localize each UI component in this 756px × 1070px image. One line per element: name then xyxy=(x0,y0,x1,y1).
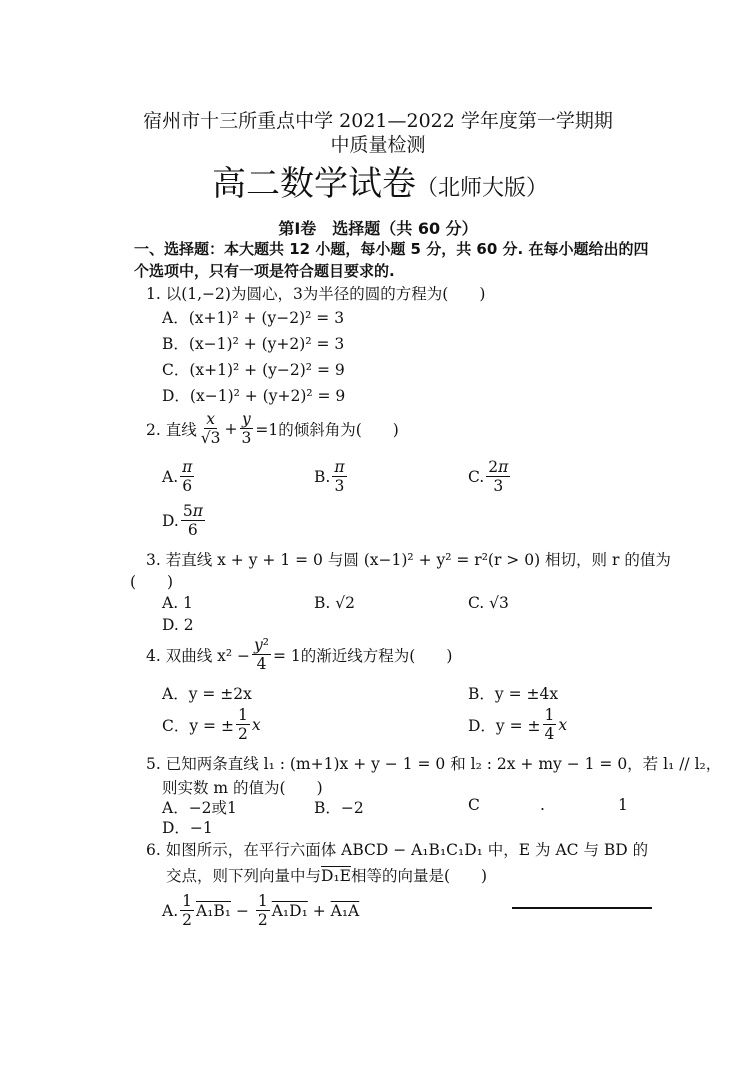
q4-option-c: C．y = ± $\frac{1}{2}$ x xyxy=(162,706,261,743)
q2-stem: 2. 直线 $\frac{x}{√3}$ + $\frac{y}{3}$ =1的倾斜角为( ) xyxy=(146,410,399,447)
q4-option-c-label: C．y = ± xyxy=(162,716,234,735)
q1-option-a: A．(x+1)² + (y−2)² = 3 xyxy=(162,309,345,327)
q5-option-c-dot: . xyxy=(540,796,545,814)
q6-option-a-label: A. xyxy=(162,901,179,920)
q4-stem-prefix: 4. 双曲线 x² − xyxy=(146,646,251,665)
q5-option-c-value: 1 xyxy=(618,796,628,814)
q1-option-c: C．(x+1)² + (y−2)² = 9 xyxy=(162,361,345,379)
q6-vector-d1e: D₁E xyxy=(321,867,351,885)
q3-option-a: A. 1 xyxy=(162,594,193,612)
exam-title-main: 高二数学试卷 xyxy=(212,164,416,204)
q5-option-a: A．−2或1 xyxy=(162,799,237,817)
q2-option-b: B. $\frac{\pi}{3}$ xyxy=(314,458,345,495)
q2-stem-prefix: 2. 直线 xyxy=(146,420,197,439)
q4-stem xyxy=(146,636,452,673)
q2-option-c-label: C. xyxy=(468,467,485,486)
q2-option-b-label: B. xyxy=(314,467,331,486)
q2-option-d: D. $\frac{5\pi}{6}$ xyxy=(162,502,203,539)
q4-option-a: A．y = ±2x xyxy=(162,685,252,703)
q4-option-d: D．y = ± $\frac{1}{4}$ x xyxy=(468,706,568,743)
q1-option-d: D．(x−1)² + (y+2)² = 9 xyxy=(162,387,346,405)
q2-fraction-y: $\frac{y}{3}$ xyxy=(241,410,252,447)
section-instruction: 一、选择题：本大题共 12 小题，每小题 5 分，共 60 分. 在每小题给出的四个选项中，只有一项是符合题目要求的. xyxy=(134,240,649,280)
q5-stem-line2: 则实数 m 的值为( ) xyxy=(162,779,323,797)
q2-option-a-label: A. xyxy=(162,467,179,486)
q6-stem-line2-start: 交点，则下列向量中与 xyxy=(166,867,322,885)
q3-option-d: D. 2 xyxy=(162,616,194,634)
q1-stem: 1. 以(1,−2)为圆心，3为半径的圆的方程为( ) xyxy=(146,285,486,303)
exam-header-line2: 中质量检测 xyxy=(330,134,426,156)
exam-header-line1: 宿州市十三所重点中学 2021—2022 学年度第一学期期 xyxy=(143,110,613,132)
q4-stem-suffix: = 1的渐近线方程为( ) xyxy=(273,646,453,665)
q4-option-d-label: D．y = ± xyxy=(468,716,541,735)
q5-stem: 5. 已知两条直线 l₁ : (m+1)x + y − 1 = 0 和 l₂ : 2x + my − 1 = 0，若 l₁ // l₂， xyxy=(146,755,722,773)
q5-option-b: B．−2 xyxy=(314,799,364,817)
section-title: 第Ⅰ卷 选择题（共 60 分） xyxy=(278,219,478,238)
q6-stem-line2 xyxy=(166,864,487,886)
q5-option-c: C xyxy=(468,796,480,814)
divider-line xyxy=(512,907,652,909)
q6-stem-line2-end: 相等的向量是( ) xyxy=(350,867,488,885)
q2-option-a: A. $\frac{\pi}{6}$ xyxy=(162,458,193,495)
q3-option-b: B. √2 xyxy=(314,594,355,612)
q3-stem-paren: ( ) xyxy=(130,573,174,591)
q2-option-d-label: D. xyxy=(162,511,179,530)
q6-stem: 6. 如图所示，在平行六面体 ABCD − A₁B₁C₁D₁ 中，E 为 AC 与 BD 的 xyxy=(146,841,649,859)
q2-fraction-x: $\frac{x}{√3}$ xyxy=(200,410,221,447)
exam-title-edition: （北师大版） xyxy=(416,176,549,201)
q4-option-b: B．y = ±4x xyxy=(468,685,559,703)
q6-option-a: A. $\frac{1}{2}$ A₁B₁ − $\frac{1}{2}$ A₁D₁ + A₁A xyxy=(162,892,360,929)
q2-stem-suffix: =1的倾斜角为( ) xyxy=(255,420,399,439)
q1-option-b: B．(x−1)² + (y+2)² = 3 xyxy=(162,335,345,353)
q4-fraction: $\frac{\text{y²}}{4}$ xyxy=(254,636,269,673)
q5-option-d: D．−1 xyxy=(162,819,213,837)
q3-stem: 3. 若直线 x + y + 1 = 0 与圆 (x−1)² + y² = r²(r > 0) 相切，则 r 的值为 xyxy=(146,551,671,569)
exam-title xyxy=(212,156,548,205)
q3-option-c: C. √3 xyxy=(468,594,509,612)
q2-option-c: C. $\frac{2\pi}{3}$ xyxy=(468,458,509,495)
